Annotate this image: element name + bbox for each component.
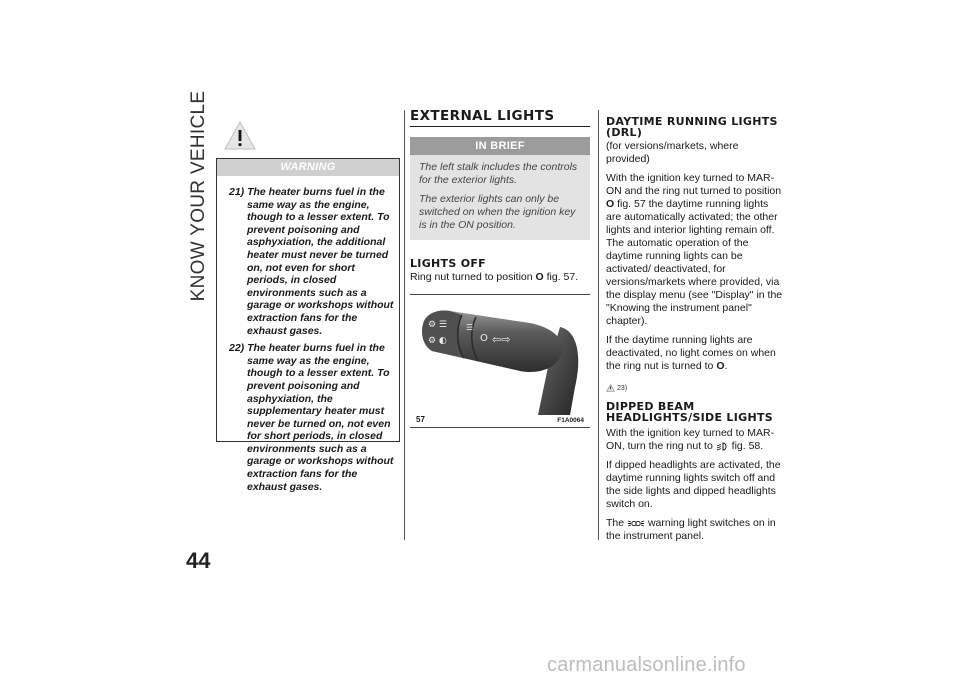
in-brief-text: The left stalk includes the controls for the exterior lights.	[419, 161, 578, 186]
dipped-beam-icon	[716, 442, 729, 451]
figure-number: 57	[416, 415, 425, 424]
external-lights-column	[410, 108, 590, 428]
dipped-beam-heading: DIPPED BEAM HEADLIGHTS/SIDE LIGHTS	[606, 400, 773, 424]
side-lights-warning-icon	[627, 519, 645, 528]
drl-text: If the daytime running lights are deactivated, no light comes on when the ring nut is turned to	[606, 334, 776, 372]
figure-code: F1A0064	[557, 417, 584, 424]
svg-text:⇦⇨: ⇦⇨	[492, 333, 511, 346]
section-heading: EXTERNAL LIGHTS	[410, 108, 590, 127]
section-tab-label: KNOW YOUR VEHICLE	[188, 90, 209, 302]
page-number: 44	[186, 548, 211, 573]
drl-text: With the ignition key turned to MAR-ON and the ring nut turned to position	[606, 172, 782, 197]
dipped-paragraph	[606, 427, 784, 453]
svg-text:O: O	[480, 333, 488, 344]
drl-text: .	[724, 360, 728, 372]
watermark: carmanualsonline.info	[547, 654, 746, 676]
dipped-text: warning light switches on in the instrument panel.	[606, 517, 776, 542]
warning-triangle-icon	[606, 384, 615, 392]
dipped-text: With the ignition key turned to MAR-ON, turn the ring nut to	[606, 427, 775, 452]
drl-paragraph	[606, 172, 784, 328]
drl-paragraph	[606, 334, 784, 373]
in-brief-text: The exterior lights can only be switched on when the ignition key is in the ON position.	[419, 193, 576, 231]
figure-57	[410, 294, 590, 428]
dipped-text: The	[606, 517, 625, 529]
in-brief-title: IN BRIEF	[410, 137, 590, 155]
warning-ref-number: 23)	[616, 385, 628, 392]
section-side-tab	[186, 90, 212, 302]
position-symbol: O	[716, 360, 725, 372]
warning-title: WARNING	[217, 159, 399, 176]
position-symbol: O	[606, 198, 615, 210]
dipped-paragraph	[606, 517, 784, 543]
drl-text: fig. 57 the daytime running lights are automatically activated; the other lights and interior lighting remain off. The automatic operation of the daytime running lights can be activated/ deactivated, for versions/markets where provided, via the display menu (see "Display" in the "Knowing the instrument panel" chapter).	[606, 198, 783, 327]
lights-off-heading: LIGHTS OFF	[410, 257, 486, 270]
drl-column	[606, 108, 784, 547]
column-divider	[598, 110, 599, 540]
svg-text:☰: ☰	[466, 323, 474, 332]
lights-off-text	[410, 271, 590, 284]
warning-reference	[606, 384, 627, 392]
warning-item: 21) The heater burns fuel in the same way as the engine, though to a lesser extent. To prevent poisoning and asphyxiation, the additional heater must never be turned on, not even for short periods, in closed environments such as a garage or workshops without extraction fans for the exhaust gases.	[229, 186, 394, 337]
warning-triangle-icon	[224, 121, 256, 151]
lights-off-label: Ring nut turned to position	[410, 271, 533, 283]
column-divider	[404, 110, 405, 540]
position-symbol: O	[535, 271, 544, 283]
svg-text:⚙ ◐: ⚙ ◐	[428, 336, 447, 346]
figure-reference: fig. 58.	[731, 440, 764, 452]
drl-heading: DAYTIME RUNNING LIGHTS (DRL)	[606, 115, 778, 139]
figure-reference: fig. 57.	[546, 271, 579, 283]
drl-note: (for versions/markets, where provided)	[606, 140, 739, 165]
warning-item: 22) The heater burns fuel in the same way as the engine, though to a lesser extent. To prevent poisoning and asphyxiation, the supplementary heater must never be turned on, not even for short periods, in closed environments such as a garage or workshops without extraction fans for the exhaust gases.	[229, 342, 394, 493]
warning-box	[216, 158, 400, 493]
svg-text:⚙ ☰: ⚙ ☰	[428, 320, 447, 330]
in-brief-box	[410, 137, 590, 240]
light-stalk-image	[410, 297, 590, 415]
warning-list	[217, 176, 399, 493]
dipped-paragraph: If dipped headlights are activated, the daytime running lights switch off and the side lights and dipped headlights switch on.	[606, 459, 781, 510]
